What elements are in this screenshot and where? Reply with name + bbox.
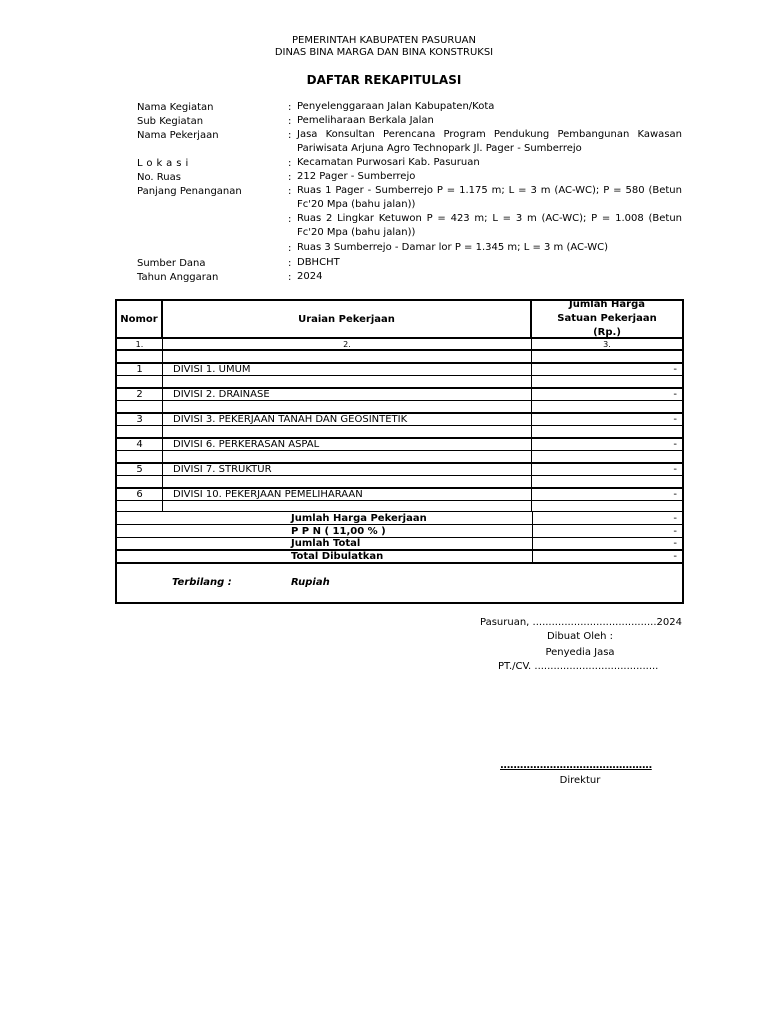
spacer-row [117,451,682,462]
document-title: DAFTAR REKAPITULASI [306,73,462,87]
info-value-nama-pekerjaan: Jasa Konsultan Perencana Program Pendukung Pembangunan Kawasan Pariwisata Arjuna Agro Technopark Jl. Pager - Sumberrejo [297,129,682,154]
row-number: 4 [117,438,163,450]
info-value-ruas-1: Ruas 1 Pager - Sumberrejo P = 1.175 m; L = 3 m (AC-WC); P = 580 (Betun Fc'20 Mpa (bahu jalan)) [297,185,682,210]
table-row [117,463,682,475]
made-by-label: Dibuat Oleh : [546,631,614,642]
info-colon: : [288,243,292,254]
row-value: - [673,438,677,450]
info-value-no-ruas: 212 Pager - Sumberrejo [297,171,416,182]
summary-row-ppn [117,525,682,537]
spacer-row [117,376,682,387]
table-row [117,438,682,450]
info-label-lokasi: Lokasi [137,158,193,169]
spacer-row [117,426,682,437]
info-label-tahun-anggaran: Tahun Anggaran [137,272,219,283]
table-header-row [117,301,682,337]
info-colon: : [288,172,292,183]
info-colon: : [288,214,292,225]
row-description: DIVISI 6. PERKERASAN ASPAL [163,438,532,450]
summary-value: - [532,538,682,549]
summary-label: Jumlah Total [291,538,361,549]
info-colon: : [288,258,292,269]
row-number: 5 [117,463,163,475]
spacer-row [117,476,682,487]
table-row [117,388,682,400]
header-government: PEMERINTAH KABUPATEN PASURUAN [292,35,476,46]
summary-label: Jumlah Harga Pekerjaan [291,512,427,524]
info-value-nama-kegiatan: Penyelenggaraan Jalan Kabupaten/Kota [297,101,495,112]
summary-value: - [532,512,682,524]
row-description: DIVISI 10. PEKERJAAN PEMELIHARAAN [163,488,532,500]
info-colon: : [288,116,292,127]
info-colon: : [288,130,292,141]
row-number: 6 [117,488,163,500]
info-value-sumber-dana: DBHCHT [297,257,340,268]
row-description: DIVISI 3. PEKERJAAN TANAH DAN GEOSINTETIK [163,413,532,425]
info-label-nama-pekerjaan: Nama Pekerjaan [137,130,219,141]
col-number-2: 2. [163,339,532,350]
info-value-tahun-anggaran: 2024 [297,271,323,282]
row-description: DIVISI 2. DRAINASE [163,388,532,400]
info-value-ruas-3: Ruas 3 Sumberrejo - Damar lor P = 1.345 m; L = 3 m (AC-WC) [297,242,608,253]
row-value: - [673,388,677,400]
summary-value: - [532,525,682,537]
info-colon: : [288,272,292,283]
info-colon: : [288,102,292,113]
table-row [117,413,682,425]
info-value-ruas-2: Ruas 2 Lingkar Ketuwon P = 423 m; L = 3 m (AC-WC); P = 1.008 (Betun Fc'20 Mpa (bahu jalan)) [297,213,682,238]
company-name: PT./CV. ....................................... [498,661,659,672]
row-number: 2 [117,388,163,400]
terbilang-label: Terbilang : [172,577,232,588]
place-date: Pasuruan, .......................................2024 [480,617,682,628]
summary-value: - [532,551,682,562]
header-department: DINAS BINA MARGA DAN BINA KONSTRUKSI [274,47,494,58]
signer-title: Direktur [559,775,601,786]
row-description: DIVISI 1. UMUM [163,363,532,375]
summary-row-total-dibulatkan [117,551,682,562]
info-label-nama-kegiatan: Nama Kegiatan [137,102,214,113]
info-colon: : [288,186,292,197]
spacer-row [117,401,682,412]
row-value: - [673,488,677,500]
role-label: Penyedia Jasa [545,647,615,658]
signature-line: .............................................. [500,760,652,771]
summary-row-jumlah-harga [117,512,682,524]
info-label-sub-kegiatan: Sub Kegiatan [137,116,204,127]
spacer-row [117,351,682,362]
table-row [117,488,682,500]
info-label-panjang-penanganan: Panjang Penanganan [137,186,242,197]
info-label-no-ruas: No. Ruas [137,172,181,183]
summary-label: Total Dibulatkan [291,551,384,562]
row-value: - [673,463,677,475]
col-number-3: 3. [603,340,611,349]
recap-table [115,299,684,604]
row-description: DIVISI 7. STRUKTUR [163,463,532,475]
header-nomor: Nomor [117,301,163,337]
info-value-sub-kegiatan: Pemeliharaan Berkala Jalan [297,115,434,126]
summary-label: P P N ( 11,00 % ) [291,525,386,537]
info-value-lokasi: Kecamatan Purwosari Kab. Pasuruan [297,157,480,168]
col-number-1: 1. [117,339,163,350]
spacer-row [117,501,682,511]
header-uraian: Uraian Pekerjaan [163,301,532,337]
summary-row-jumlah-total [117,538,682,549]
table-row [117,363,682,375]
row-value: - [673,363,677,375]
row-number: 1 [117,363,163,375]
row-value: - [673,413,677,425]
header-jumlah-harga: Jumlah Harga Satuan Pekerjaan (Rp.) [557,299,657,338]
row-number: 3 [117,413,163,425]
info-label-sumber-dana: Sumber Dana [137,258,206,269]
terbilang-value: Rupiah [291,577,330,588]
info-colon: : [288,158,292,169]
